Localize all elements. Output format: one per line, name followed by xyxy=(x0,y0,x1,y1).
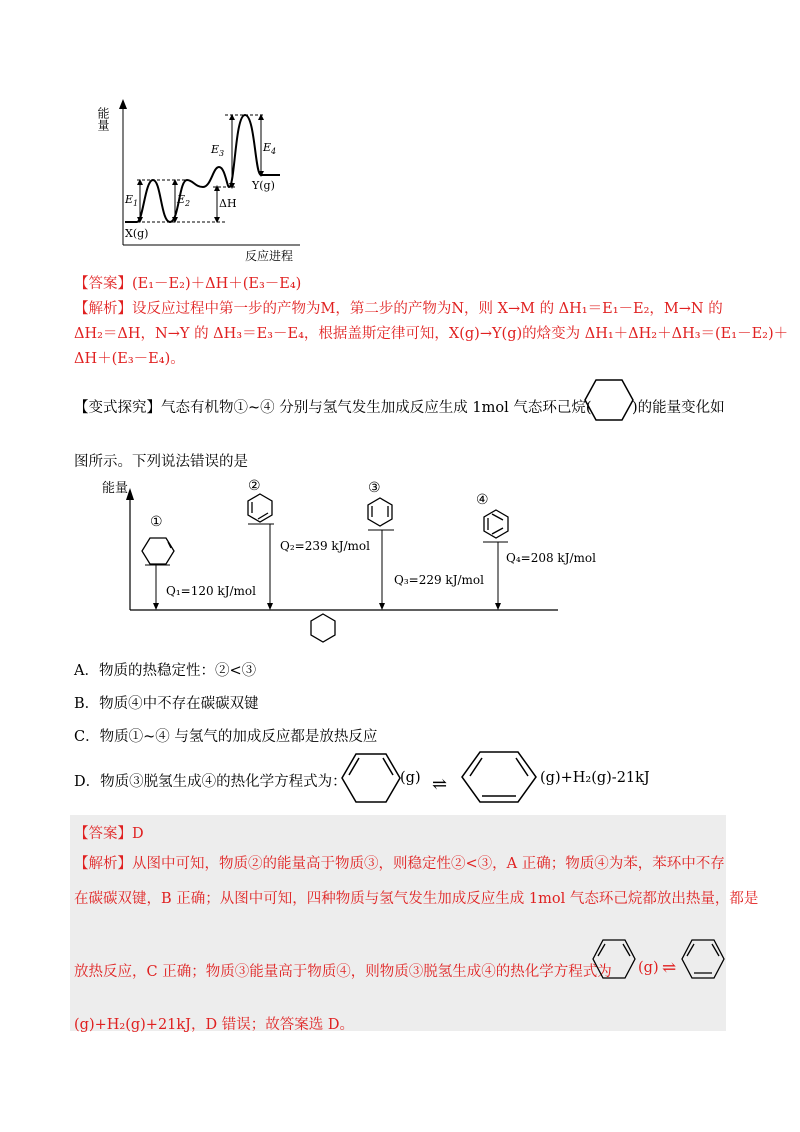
option-d-products: (g)+H₂(g)-21kJ xyxy=(540,770,650,786)
axis-x-label: 反应进程 xyxy=(245,249,294,263)
cyclohexadiene-analysis-icon xyxy=(591,938,637,980)
answer-text: (E₁－E₂)＋ΔH＋(E₃－E₄) xyxy=(132,276,302,292)
analysis-1-line-3: ΔH＋(E₃－E₄)。 xyxy=(74,351,185,367)
analysis-tag: 【解析】 xyxy=(74,301,132,317)
answer-text: D xyxy=(132,826,144,842)
analysis-tag: 【解析】 xyxy=(74,856,132,872)
label-E1: $E_1$ xyxy=(125,193,139,208)
num-1: ① xyxy=(150,514,163,530)
analysis-2-line-3: 放热反应，C 正确；物质③能量高于物质④，则物质③脱氢生成④的热化学方程式为 xyxy=(74,964,612,980)
option-d-text: D．物质③脱氢生成④的热化学方程式为： xyxy=(74,774,347,790)
label-E4: $E_4$ xyxy=(263,141,277,156)
analysis-1-line-2: ΔH₂＝ΔH，N→Y 的 ΔH₃＝E₃－E₄，根据盖斯定律可知，X(g)→Y(g)的焓变为 ΔH₁＋ΔH₂＋ΔH₃＝(E₁－E₂)＋ xyxy=(74,326,789,342)
q4-label: Q₄=208 kJ/mol xyxy=(506,551,596,565)
label-dH: ΔH xyxy=(219,197,237,210)
analysis-2-equilibrium: ⇌ xyxy=(662,958,677,978)
analysis-1-line-1: 【解析】设反应过程中第一步的产物为M，第二步的产物为N，则 X→M 的 ΔH₁＝E₁－E₂，M→N 的 xyxy=(74,301,723,317)
analysis-2-line-2: 在碳碳双键，B 正确；从图中可知，四种物质与氢气发生加成反应生成 1mol 气态环己烷都放出热量，都是 xyxy=(74,891,759,907)
option-c: C．物质①~④ 与氢气的加成反应都是放热反应 xyxy=(74,729,378,745)
num-2: ② xyxy=(248,478,261,494)
option-a: A．物质的热稳定性：②<③ xyxy=(74,663,257,679)
energy-profile-diagram xyxy=(95,85,315,263)
label-E2: $E_2$ xyxy=(177,193,191,208)
num-4: ④ xyxy=(476,492,489,508)
q3-label: Q₃=229 kJ/mol xyxy=(394,573,484,587)
analysis-2-line-1: 【解析】从图中可知，物质②的能量高于物质③，则稳定性②<③，A 正确；物质④为苯，苯环中不存 xyxy=(74,856,725,872)
cyclohexane-icon xyxy=(584,378,634,422)
q2-label: Q₂=239 kJ/mol xyxy=(280,539,370,553)
q1-label: Q₁=120 kJ/mol xyxy=(166,584,256,598)
answer-tag: 【答案】 xyxy=(74,826,132,842)
benzene-equation-icon xyxy=(460,750,538,804)
question-tag: 【变式探究】 xyxy=(74,400,161,416)
answer-block xyxy=(70,815,726,1031)
axis-y-label: 能量 xyxy=(96,107,110,131)
question-line-1: 【变式探究】气态有机物①~④ 分别与氢气发生加成反应生成 1mol 气态环己烷( xyxy=(74,400,592,416)
answer-1 xyxy=(74,272,301,293)
num-3: ③ xyxy=(368,480,381,496)
answer-2 xyxy=(74,822,144,843)
cyclohexadiene-equation-icon xyxy=(340,752,402,804)
analysis-2-state: (g) xyxy=(638,960,659,976)
label-E3: $E_3$ xyxy=(211,143,225,158)
label-X: X(g) xyxy=(125,227,149,240)
option-b: B．物质④中不存在碳碳双键 xyxy=(74,696,259,712)
question-line-1-tail: )的能量变化如 xyxy=(632,400,725,416)
question-line-2: 图所示。下列说法错误的是 xyxy=(74,454,248,470)
hydrogenation-energy-diagram xyxy=(100,476,596,651)
cyclohexane-product-icon xyxy=(311,614,335,642)
option-d-equilibrium: ⇌ xyxy=(432,774,448,795)
benzene-analysis-icon xyxy=(680,938,726,980)
axis-y-label: 能量 xyxy=(102,481,129,496)
label-Y: Y(g) xyxy=(252,179,275,192)
cyclohexene-icon xyxy=(142,538,174,564)
answer-tag: 【答案】 xyxy=(74,276,132,292)
analysis-2-line-4: (g)+H₂(g)+21kJ，D 错误；故答案选 D。 xyxy=(74,1017,354,1033)
option-d-state: (g) xyxy=(400,770,421,786)
